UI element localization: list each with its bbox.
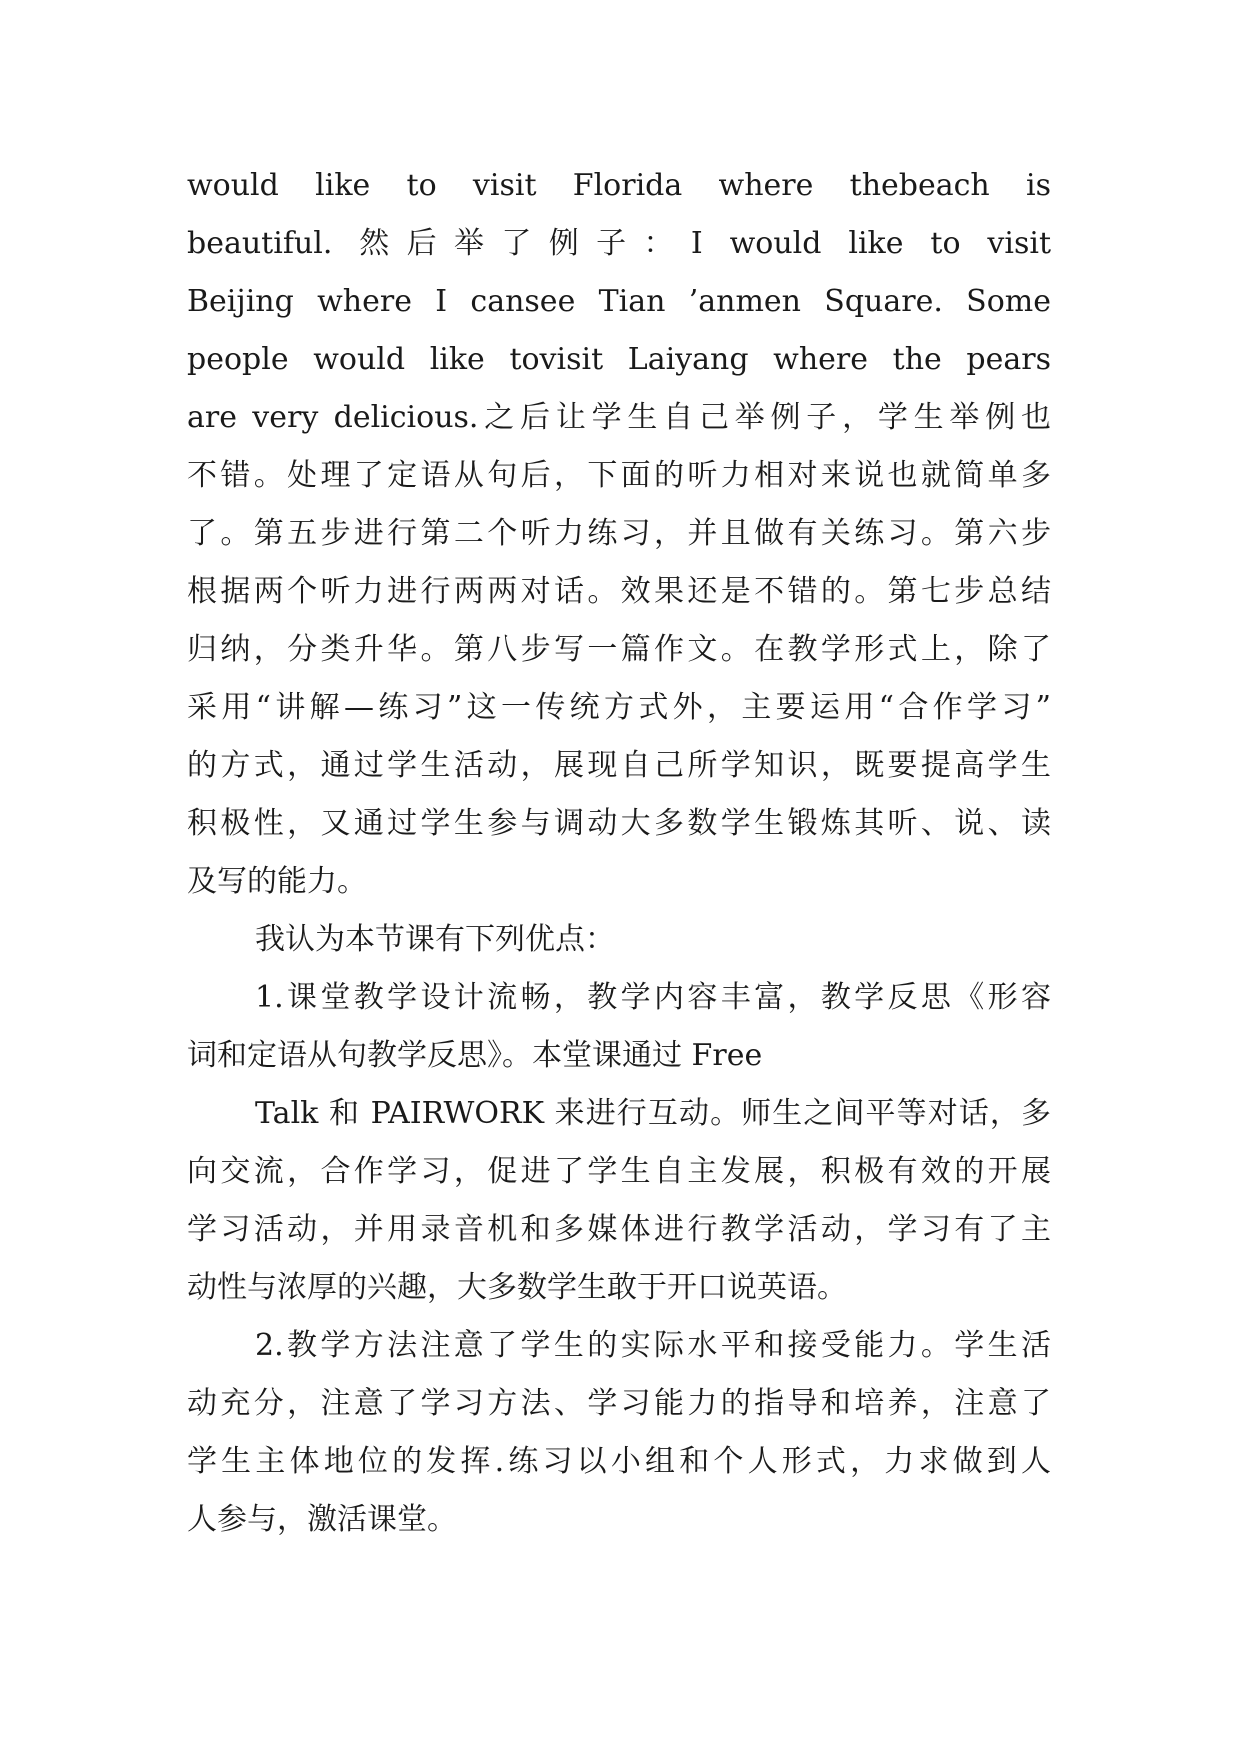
text-line: 不错。处理了定语从句后，下面的听力相对来说也就简单多: [187, 458, 1051, 493]
text-line: beautiful. 然后举了例子：I would like to visit: [187, 226, 1051, 261]
paragraph-line: 学习活动，并用录音机和多媒体进行教学活动，学习有了主: [187, 1212, 1051, 1247]
text-line: would like to visit Florida where thebeach is: [187, 168, 1051, 203]
list-item-1-line: 词和定语从句教学反思》。本堂课通过 Free: [187, 1038, 763, 1073]
paragraph-line: Talk 和 PAIRWORK 来进行互动。师生之间平等对话，多: [255, 1096, 1051, 1131]
list-item-2-line: 人参与，激活课堂。: [187, 1502, 457, 1537]
text-line: 及写的能力。: [187, 864, 367, 899]
paragraph-line: 动性与浓厚的兴趣，大多数学生敢于开口说英语。: [187, 1270, 847, 1305]
text-line: 的方式，通过学生活动，展现自己所学知识，既要提高学生: [187, 748, 1051, 783]
paragraph-line: 向交流，合作学习，促进了学生自主发展，积极有效的开展: [187, 1154, 1051, 1189]
list-item-2-line: 2.教学方法注意了学生的实际水平和接受能力。学生活: [255, 1328, 1051, 1363]
text-line: 积极性，又通过学生参与调动大多数学生锻炼其听、说、读: [187, 806, 1051, 841]
text-line: Beijing where I cansee Tian ’anmen Square. Some: [187, 284, 1051, 319]
paragraph-heading: 我认为本节课有下列优点：: [255, 922, 615, 957]
list-item-2-line: 学生主体地位的发挥.练习以小组和个人形式，力求做到人: [187, 1444, 1051, 1479]
text-line: are very delicious.之后让学生自己举例子，学生举例也: [187, 400, 1051, 435]
list-item-1-line: 1.课堂教学设计流畅，教学内容丰富，教学反思《形容: [255, 980, 1051, 1015]
text-line: people would like tovisit Laiyang where the pears: [187, 342, 1051, 377]
text-line: 了。第五步进行第二个听力练习，并且做有关练习。第六步: [187, 516, 1051, 551]
text-line: 根据两个听力进行两两对话。效果还是不错的。第七步总结: [187, 574, 1051, 609]
text-line: 采用“讲解—练习”这一传统方式外，主要运用“合作学习”: [187, 690, 1051, 725]
list-item-2-line: 动充分，注意了学习方法、学习能力的指导和培养，注意了: [187, 1386, 1051, 1421]
text-line: 归纳，分类升华。第八步写一篇作文。在教学形式上，除了: [187, 632, 1051, 667]
